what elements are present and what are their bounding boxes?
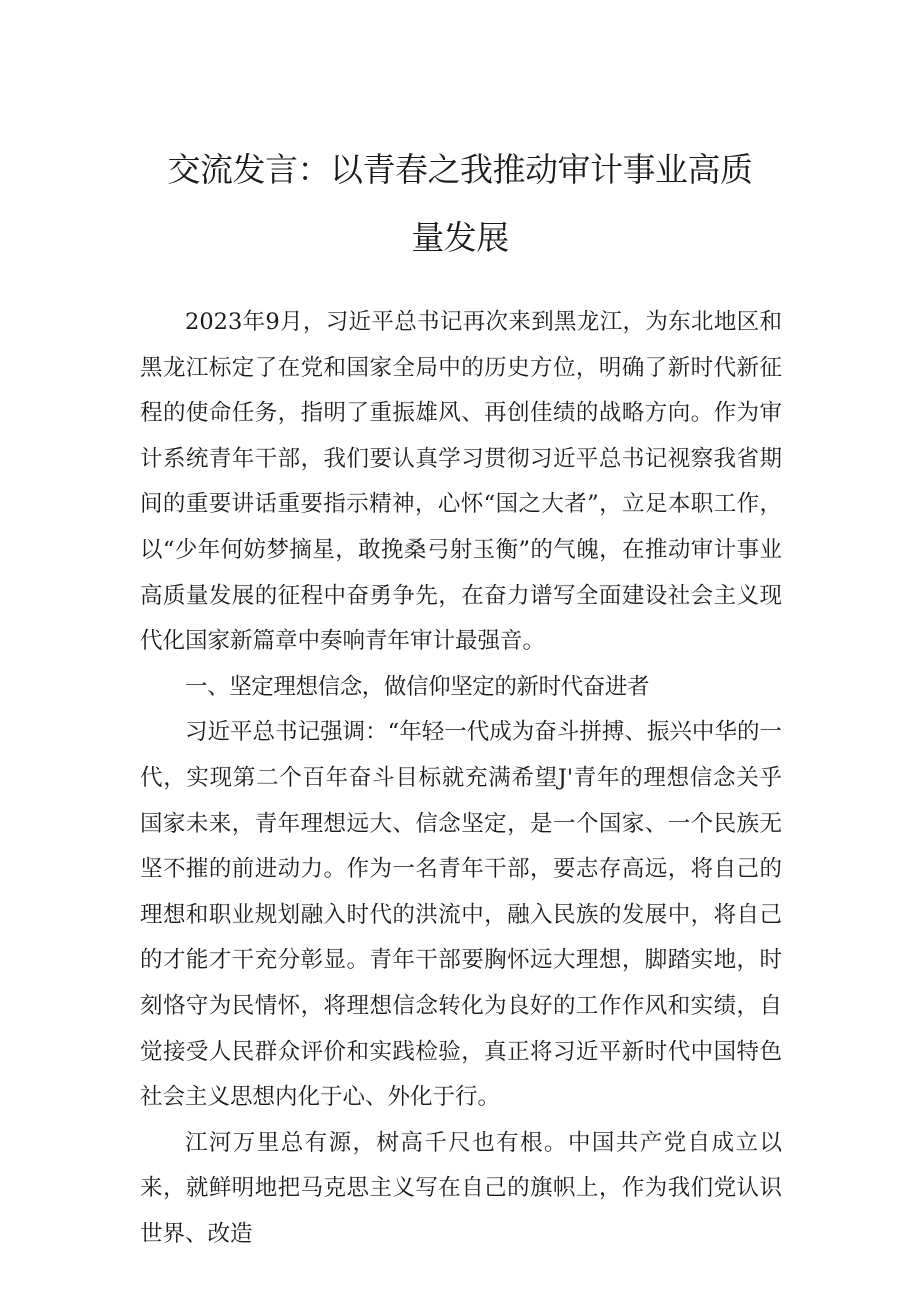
document-body <box>140 300 782 1257</box>
intro-paragraph: 2023年9月，习近平总书记再次来到黑龙江，为东北地区和黑龙江标定了在党和国家全局中的历史方位，明确了新时代新征程的使命任务，指明了重振雄风、再创佳绩的战略方向。作为审计系统青年干部，我们要认真学习贯彻习近平总书记视察我省期间的重要讲话重要指示精神，心怀“国之大者”，立足本职工作，以“少年何妨梦摘星，敢挽桑弓射玉衡”的气魄，在推动审计事业高质量发展的征程中奋勇争先，在奋力谱写全面建设社会主义现代化国家新篇章中奏响青年审计最强音。 <box>140 309 782 655</box>
section-heading: 一、坚定理想信念，做信仰坚定的新时代奋进者 <box>185 673 650 700</box>
document-title-line-1: 交流发言：以青春之我推动审计事业高质 <box>167 150 753 189</box>
section-paragraph-2: 江河万里总有源，树高千尺也有根。中国共产党自成立以来，就鲜明地把马克思主义写在自己的旗帜上，作为我们党认识世界、改造 <box>140 1129 782 1247</box>
section-paragraph-1: 习近平总书记强调：“年轻一代成为奋斗拼搏、振兴中华的一代，实现第二个百年奋斗目标就充满希望J'青年的理想信念关乎国家未来，青年理想远大、信念坚定，是一个国家、一个民族无坚不摧的前进动力。作为一名青年干部，要志存高远，将自己的理想和职业规划融入时代的洪流中，融入民族的发展中，将自己的才能才干充分彰显。青年干部要胸怀远大理想，脚踏实地，时刻恪守为民情怀，将理想信念转化为良好的工作作风和实绩，自觉接受人民群众评价和实践检验，真正将习近平新时代中国特色社会主义思想内化于心、外化于行。 <box>140 719 782 1111</box>
document-title-line-2: 量发展 <box>411 218 509 257</box>
